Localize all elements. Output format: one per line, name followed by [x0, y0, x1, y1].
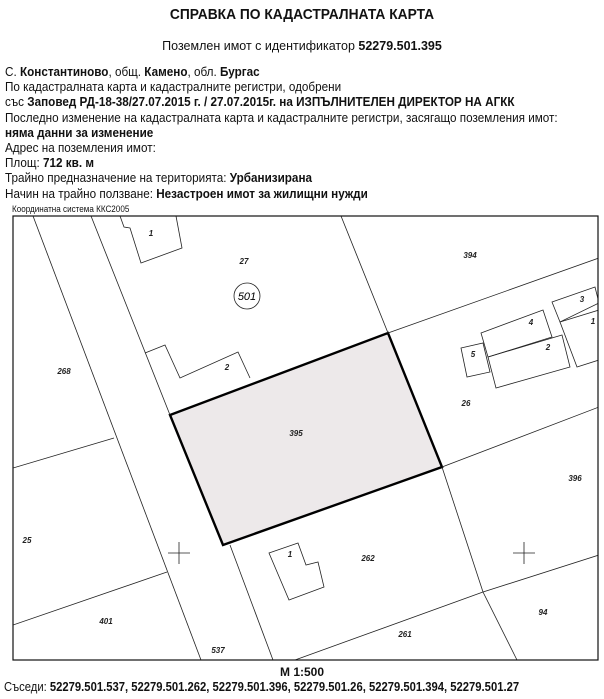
boundary-line	[442, 467, 483, 592]
municipality-label: , общ.	[108, 64, 145, 79]
address-label: Адрес на поземления имот:	[5, 140, 156, 156]
municipality: Камено	[144, 64, 188, 79]
last-change-text: няма данни за изменение	[5, 124, 154, 140]
boundary-line	[295, 592, 483, 660]
parcel-label: 401	[99, 617, 113, 626]
cadastral-area-number: 501	[237, 291, 257, 303]
identifier-label: Поземлен имот с идентификатор	[162, 39, 355, 53]
coordinate-system: Координатна система ККС2005	[12, 204, 130, 214]
area-label: Площ:	[5, 155, 44, 171]
boundary-line	[33, 216, 201, 660]
parcel-label: 94	[538, 608, 548, 617]
location-prefix: С.	[5, 64, 20, 79]
boundary-line	[483, 555, 599, 592]
parcel-label: 2	[224, 363, 230, 372]
parcel-label: 1	[590, 317, 596, 326]
village: Константиново	[19, 64, 109, 79]
identifier-value: 52279.501.395	[358, 39, 442, 53]
parcel-label: 27	[239, 257, 249, 266]
grid-cross-icon	[513, 542, 535, 564]
parcel-label: 394	[463, 251, 477, 260]
subject-parcel[interactable]	[170, 333, 442, 545]
map-scale: М 1:500	[279, 665, 325, 679]
building	[120, 216, 182, 263]
parcel-label: 1	[148, 229, 154, 238]
purpose-label: Трайно предназначение на територията:	[5, 170, 230, 186]
boundary-line	[13, 572, 167, 625]
parcel-label: 396	[568, 474, 582, 483]
building	[145, 345, 250, 378]
boundary-line	[341, 216, 388, 333]
neighbors-value: 52279.501.537, 52279.501.262, 52279.501.396, 52279.501.26, 52279.501.394, 52279.501.27	[49, 680, 520, 694]
parcel-label: 1	[287, 550, 293, 559]
usage-label: Начин на трайно ползване:	[5, 185, 157, 201]
parcel-label: 3	[579, 295, 585, 304]
region-label: , обл.	[187, 64, 220, 79]
building	[481, 310, 552, 357]
parcel-label: 268	[57, 367, 71, 376]
parcel-label: 261	[398, 630, 412, 639]
parcel-label: 262	[361, 554, 375, 563]
boundary-line	[442, 407, 599, 467]
document-title: СПРАВКА ПО КАДАСТРАЛНАТА КАРТА	[169, 6, 435, 23]
parcel-label: 26	[461, 399, 471, 408]
boundary-line	[91, 216, 170, 415]
grid-cross-icon	[168, 542, 190, 564]
order-prefix: със	[5, 94, 28, 110]
purpose-value: Урбанизирана	[229, 170, 313, 186]
building	[269, 543, 324, 600]
last-change-label: Последно изменение на кадастралната карта и кадастралните регистри, засягащо поземления имот:	[5, 109, 558, 125]
boundary-line	[13, 438, 114, 468]
parcel-label: 2	[545, 343, 551, 352]
boundary-line	[388, 258, 599, 333]
building	[488, 335, 570, 388]
boundary-line	[483, 592, 517, 660]
order-value: Заповед РД-18-38/27.07.2015 г. / 27.07.2015г. на ИЗПЪЛНИТЕЛЕН ДИРЕКТОР НА АГКК	[27, 94, 515, 110]
region: Бургас	[219, 64, 260, 79]
parcel-label: 4	[528, 318, 534, 327]
parcel-label: 5	[470, 350, 476, 359]
parcel-label: 25	[22, 536, 32, 545]
neighbors-line	[4, 680, 519, 694]
approval-line: По кадастралната карта и кадастралните регистри, одобрени	[5, 79, 342, 95]
boundary-line	[230, 545, 273, 660]
neighbors-label: Съседи:	[4, 680, 50, 694]
parcel-label: 537	[211, 646, 225, 655]
area-value: 712 кв. м	[43, 155, 94, 171]
usage-value: Незастроен имот за жилищни нужди	[156, 185, 368, 201]
parcel-label: 395	[289, 429, 303, 438]
